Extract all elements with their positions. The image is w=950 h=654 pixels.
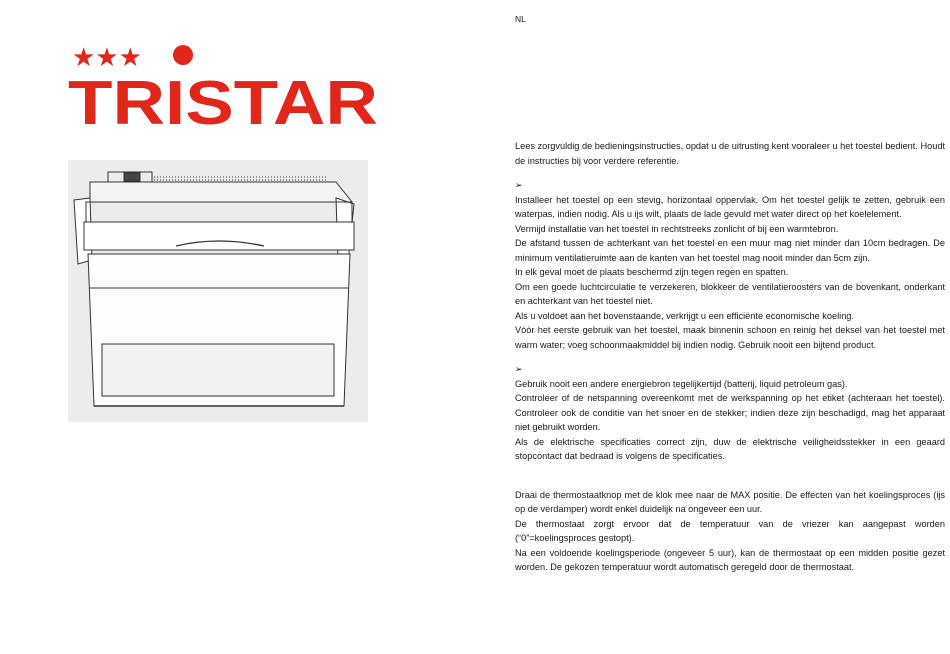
section2-paragraph: Als de elektrische specificaties correct zijn, duw de elektrische veiligheidsstekker in een geaard stopcontact dat bedraad is volgens de specificaties. — [515, 436, 945, 461]
instructions-text — [515, 139, 945, 575]
section1-paragraph: De afstand tussen de achterkant van het toestel en een muur mag niet minder dan 10cm bedragen. De minimum ventilatieruimte aan de kanten van het toestel mag nooit minder dan 5cm zijn. — [515, 238, 945, 263]
section1-paragraph: In elk geval moet de plaats beschermd zijn tegen regen en spatten. — [515, 267, 789, 277]
section3-paragraph: Na een voldoende koelingsperiode (ongeveer 5 uur), kan de thermostaat op een midden positie gezet worden. De gekozen temperatuur wordt automatisch geregeld door de thermostaat. — [515, 547, 945, 572]
section-thermostat — [515, 488, 945, 575]
section2-paragraph: Controleer of de netspanning overeenkomt met de werkspanning op het etiket (achteraan het toestel). Controleer ook de conditie van het snoer en de stekker; indien deze zijn beschadigd, mag het apparaat niet gebruikt worden. — [515, 393, 945, 432]
section1-paragraph: Als u voldoet aan het bovenstaande, verkrijgt u een efficiënte economische koeling. — [515, 310, 854, 321]
section-installation — [515, 193, 945, 353]
intro-paragraph: Lees zorgvuldig de bedieningsinstructies, opdat u de uitrusting kent vooraleer u het toestel bedient. Houdt de instructies bij voor verdere referentie. — [515, 141, 945, 166]
section3-paragraph: Draai de thermostaatknop met de klok mee naar de MAX positie. De effecten van het koelingsproces (ijs op de verdamper) wordt enkel duidelijk na ongeveer een uur. — [515, 489, 945, 514]
section1-paragraph: Vermijd installatie van het toestel in rechtstreeks zonlicht of bij een warmtebron. — [515, 223, 839, 234]
section1-paragraph: Om een goede luchtcirculatie te verzekeren, blokkeer de ventilatieroosters van de bovenkant, onderkant en achterkant van het toestel niet. — [515, 281, 945, 306]
section1-paragraph: Vóór het eerste gebruik van het toestel, maak binnenin schoon en reinig het deksel van het toestel met warm water; voeg schoonmaakmiddel bij indien nodig. Gebruik nooit een bijtend product. — [515, 325, 945, 350]
logo-stars: ★★★ — [72, 43, 142, 73]
logo-wordmark: TRISTAR — [68, 69, 378, 130]
section3-paragraph: De thermostaat zorgt ervoor dat de temperatuur van de vriezer kan aangepast worden (“0”=koelingsproces gestopt). — [515, 518, 945, 543]
language-label: NL — [515, 14, 526, 24]
section1-bullet-icon: ➢ — [515, 180, 523, 190]
product-illustration — [68, 160, 368, 422]
section2-paragraph: Gebruik nooit een andere energiebron tegelijkertijd (batterij, liquid petroleum gas). — [515, 378, 848, 389]
section1-paragraph: Installeer het toestel op een stevig, horizontaal oppervlak. Om het toestel gelijk te zetten, gebruik een waterpas, indien nodig. Als u ijs wilt, plaats de lade gevuld met water direct op het koelelement. — [515, 194, 945, 219]
section-electrical — [515, 377, 945, 464]
section2-bullet-icon: ➢ — [515, 364, 523, 374]
cooler-drawing — [68, 160, 368, 422]
logo-i-dot — [173, 45, 193, 65]
left-panel — [0, 0, 470, 654]
brand-logo — [68, 40, 380, 130]
right-panel — [515, 0, 945, 654]
